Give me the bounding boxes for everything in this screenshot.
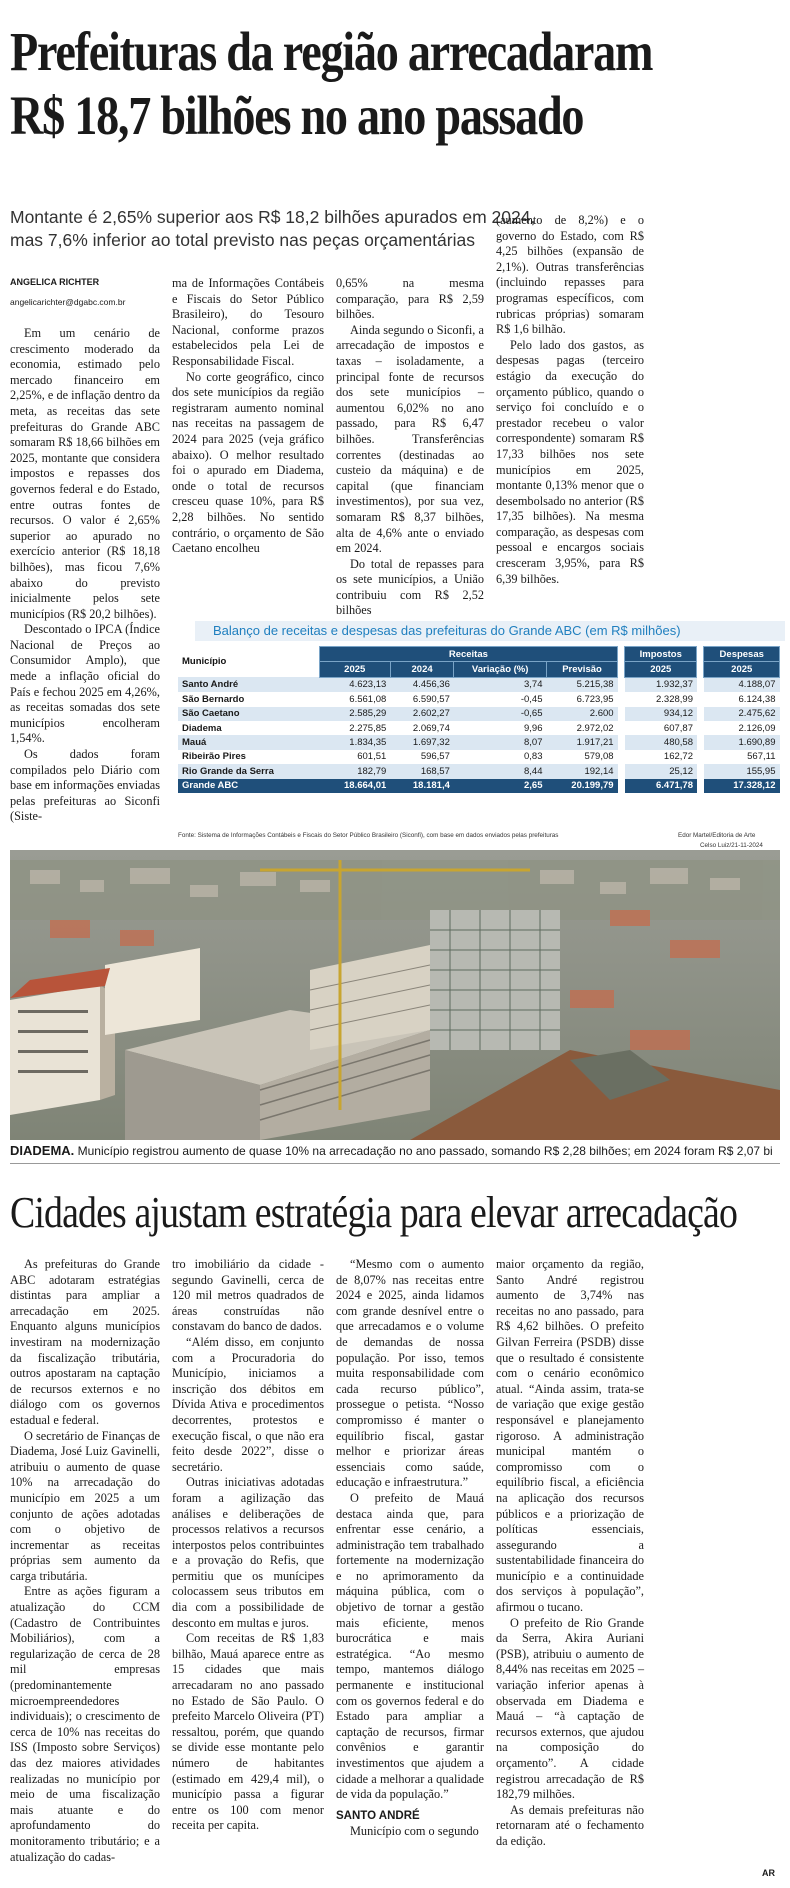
paragraph: ma de Informações Contábeis e Fiscais do Setor Público Brasileiro), do Tesouro Nacional, conforme prazos estabelecidos pela Lei de Responsabilidade Fiscal. [172,276,324,368]
photo-diadema [10,850,780,1140]
article-column-4 [496,213,644,587]
paragraph: Em um cenário de crescimento moderado da economia, estimado pelo mercado financeiro em 2,25%, e de inflação dentro da meta, as receitas das sete prefeituras do Grande ABC somaram R$ 18,66 bilhões em 2025, montante que considera impostos e repasses dos governos federal e do Estado, entre outras fontes de recursos. O valor é 2,65% superior ao apurado no exercício anterior (R$ 18,18 bilhões), mas ficou 7,6% abaixo do previsto inicialmente pelos sete municípios (R$ 20,2 bilhões). [10,326,160,621]
table-cell: 4.188,07 [704,677,780,692]
table-cell: 192,14 [546,764,617,778]
table-cell: 2.602,27 [390,707,454,721]
paragraph: Do total de repasses para os sete municípios, a União contribuiu com R$ 2,52 bilhões [336,556,484,618]
paragraph: Outras iniciativas adotadas foram a agilização das análises e deliberações de processos relativos a recursos interpostos pelos contribuintes e a provação do Refis, que permitiu que os munícipes colocassem seus tributos em dia com a possibilidade de desconto em multas e juros. [172,1475,324,1630]
header-despesas: Despesas [704,647,780,662]
table-cell: 8,44 [454,764,547,778]
table-row [178,677,780,692]
table-cell: 18.664,01 [319,779,390,793]
article2-column-1 [10,1257,160,1865]
table-cell: 579,08 [546,750,617,764]
headline-line-1: Prefeituras da região arrecadaram [10,21,653,82]
paragraph: No corte geográfico, cinco dos sete municípios da região registraram aumento nominal nas receitas na passagem de 2024 para 2025 (veja gráfico abaixo). O melhor resultado foi o apurado em Diadema, onde o total de recursos cresceu quase 10%, para R$ 2,28 bilhões. No sentido contrário, o orçamento de São Caetano encolheu [172,369,324,556]
municipality-name: Diadema [178,721,319,735]
municipality-name: Ribeirão Pires [178,750,319,764]
table-cell: 6.471,78 [625,779,697,793]
photo-caption [10,1143,790,1158]
table-cell: 18.181,4 [390,779,454,793]
header-municipio: Município [178,647,319,678]
table-total-row [178,779,780,793]
table-cell: 25,12 [625,764,697,778]
table-cell: 2.328,99 [625,692,697,706]
table-row [178,764,780,778]
article2-column-3 [336,1257,484,1840]
article-column-1 [10,326,160,825]
municipality-name: Mauá [178,735,319,749]
byline: ANGELICA RICHTER [10,277,100,287]
table-cell: 1.917,21 [546,735,617,749]
table-cell: 2.275,85 [319,721,390,735]
divider [10,1163,780,1164]
table-cell: 1.834,35 [319,735,390,749]
table-cell: 596,57 [390,750,454,764]
table-cell: 5.215,38 [546,677,617,692]
total-label: Grande ABC [178,779,319,793]
article-column-2 [172,276,324,557]
table-cell: 6.561,08 [319,692,390,706]
paragraph: (aumento de 8,2%) e o governo do Estado, com R$ 4,25 bilhões (expansão de 2,1%). Outras transferências (incluindo repasses para programas específicos, com rubricas próprias) somaram R$ 1,6 bilhão. [496,213,644,337]
author-email[interactable]: angelicarichter@dgabc.com.br [10,297,126,307]
paragraph: Com receitas de R$ 1,83 bilhão, Mauá aparece entre as 15 cidades que mais arrecadaram no ano passado no Estado de São Paulo. O prefeito Marcelo Oliveira (PT) ressaltou, porém, que quando se divide esse montante pelo número de habitantes (estimado em 429,4 mil), o município passa a figurar entre os 100 com menor receita per capita. [172,1631,324,1833]
table-row [178,735,780,749]
second-headline: Cidades ajustam estratégia para elevar arrecadação [10,1188,738,1237]
subheader: 2024 [390,662,454,677]
finance-table-wrapper [178,646,780,793]
table-cell: 2.069,74 [390,721,454,735]
photo-credit: Celso Luiz/21-11-2024 [700,842,763,849]
finance-table [178,646,780,793]
paragraph: O secretário de Finanças de Diadema, José Luiz Gavinelli, atribuiu o aumento de quase 10% na arrecadação do município em 2025 a um conjunto de ações adotadas com o objetivo de incrementar as receitas próprias sem aumento da carga tributária. [10,1428,160,1583]
caption-text: Município registrou aumento de quase 10% na arrecadação no ano passado, somando R$ 2,28 bilhões; em 2024 foram R$ 2,07 bi [74,1144,773,1158]
table-cell: 17.328,12 [704,779,780,793]
table-title: Balanço de receitas e despesas das prefeituras do Grande ABC (em R$ milhões) [195,621,785,641]
table-credit: Edor Martel/Editoria de Arte [678,832,756,839]
table-cell: 567,11 [704,750,780,764]
paragraph: Entre as ações figuram a atualização do CCM (Cadastro de Contribuintes Mobiliários), com a regularização de cerca de 28 mil empresas (predominantemente microempreendedores individuais); o crescimento de cerca de 10% nas receitas do ISS (Imposto sobre Serviços) das dez maiores atividades realizadas no município por meio de uma fiscalização mais atuante e do aprofundamento do monitoramento tributário; e a atualização do cadas- [10,1584,160,1864]
table-cell: 1.932,37 [625,677,697,692]
table-body [178,677,780,778]
table-row [178,692,780,706]
article2-column-2 [172,1257,324,1834]
table-source: Fonte: Sistema de Informações Contábeis e Fiscais do Setor Público Brasileiro (Siconfi), com base em dados enviados pelas prefeituras [178,832,559,839]
table-cell: 934,12 [625,707,697,721]
table-cell: 20.199,79 [546,779,617,793]
table-cell: 601,51 [319,750,390,764]
table-row [178,750,780,764]
table-cell: 2.585,29 [319,707,390,721]
table-row [178,721,780,735]
table-cell: 6.590,57 [390,692,454,706]
header-receitas: Receitas [319,647,617,662]
paragraph: “Mesmo com o aumento de 8,07% nas receitas entre 2024 e 2025, ainda lidamos com grande desnível entre o que arrecadamos e o volume de demandas de nossa população. Por isso, temos muita responsabilidade com cada recurso público”, prossegue o petista. “Nosso compromisso é manter o equilíbrio fiscal, gastar melhor e priorizar áreas essenciais como saúde, educação e infraestrutura.” [336,1257,484,1490]
municipality-name: São Bernardo [178,692,319,706]
table-cell: 4.456,36 [390,677,454,692]
paragraph: As prefeituras do Grande ABC adotaram estratégias distintas para ampliar a arrecadação em 2025. Enquanto alguns municípios investiram na modernização da fiscalização tributária, outros apostaram na captação de recursos externos e no diálogo com os governos estadual e federal. [10,1257,160,1427]
table-cell: -0,45 [454,692,547,706]
municipality-name: São Caetano [178,707,319,721]
paragraph: O prefeito de Rio Grande da Serra, Akira Auriani (PSB), atribuiu o aumento de 8,44% nas receitas em 2025 – variação inferior apenas à observada em Diadema e Mauá – “à captação de recursos externos, que ajudou na composição do orçamento”. A cidade registrou arrecadação de R$ 182,79 milhões. [496,1615,644,1802]
paragraph: Pelo lado dos gastos, as despesas pagas (terceiro estágio da execução do orçamento público, quando o serviço foi concluído e o prestador recebeu o valor correspondente) somaram R$ 17,33 bilhões nos sete municípios em 2025, montante 0,13% menor que o desembolsado no anterior (R$ 17,35 bilhões). Na mesma comparação, as despesas com pessoal e encargos sociais cresceram 3,95%, para R$ 6,39 bilhões. [496,337,644,586]
table-cell: 2,65 [454,779,547,793]
subheader: 2025 [319,662,390,677]
article2-column-4 [496,1257,644,1850]
subhead: Montante é 2,65% superior aos R$ 18,2 bilhões apurados em 2024, mas 7,6% inferior ao total previsto nas peças orçamentárias [10,207,536,250]
table-cell: 2.475,62 [704,707,780,721]
table-cell: 155,95 [704,764,780,778]
header-impostos: Impostos [625,647,697,662]
headline-line-2: R$ 18,7 bilhões no ano passado [10,85,584,146]
subheader: Previsão [546,662,617,677]
table-cell: 8,07 [454,735,547,749]
subheader: 2025 [704,662,780,677]
paragraph: As demais prefeituras não retornaram até o fechamento da edição. [496,1802,644,1848]
paragraph: Os dados foram compilados pelo Diário com base em informações enviadas pelas prefeituras ao Siconfi (Siste- [10,747,160,824]
paragraph: O prefeito de Mauá destaca ainda que, para enfrentar esse cenário, a administração tem trabalhado fortemente na modernização e no aprimoramento da máquina pública, com o objetivo de tornar a gestão mais eficiente, menos burocrática e mais estratégica. “Ao mesmo tempo, mantemos diálogo permanente e institucional com os governos federal e do Estado para ampliar a captação de recursos, firmar convênios e garantir investimentos que ajudem a cidade a melhorar a qualidade de vida da população.” [336,1490,484,1802]
paragraph: Município com o segundo [350,1824,479,1839]
table-cell: 2.126,09 [704,721,780,735]
subheader: Variação (%) [454,662,547,677]
table-cell: 6.723,95 [546,692,617,706]
section-heading: SANTO ANDRÉ [336,1809,420,1822]
table-cell: 0,83 [454,750,547,764]
paragraph: “Além disso, em conjunto com a Procuradoria do Município, iniciamos a inscrição dos débitos em Dívida Ativa e procedimentos decorrentes, protestos e execução fiscal, o que não era feito desde 2022”, disse o secretário. [172,1334,324,1474]
municipality-name: Rio Grande da Serra [178,764,319,778]
table-cell: 2.600 [546,707,617,721]
caption-place: DIADEMA. [10,1143,75,1158]
paragraph: Descontado o IPCA (Índice Nacional de Preços ao Consumidor Amplo), que mede a inflação oficial do País e fechou 2025 em 4,26%, as receitas somadas dos sete municípios encolheram 1,54%. [10,622,160,746]
table-cell: 1.697,32 [390,735,454,749]
municipality-name: Santo André [178,677,319,692]
table-cell: -0,65 [454,707,547,721]
paragraph: Ainda segundo o Siconfi, a arrecadação de impostos e taxas – isoladamente, a principal fonte de recursos dos sete municípios – aumentou 6,02% no ano passado, para R$ 6,47 bilhões. Transferências correntes (destinadas ao custeio da máquina) e de capital (que financiam investimentos), por sua vez, somaram R$ 8,37 bilhões, alta de 4,6% ante o enviado em 2024. [336,322,484,556]
table-row [178,707,780,721]
subheader: 2025 [625,662,697,677]
headline [10,20,779,148]
table-cell: 6.124,38 [704,692,780,706]
table-cell: 182,79 [319,764,390,778]
table-cell: 3,74 [454,677,547,692]
paragraph: maior orçamento da região, Santo André registrou aumento de 3,74% nas receitas no ano passado, para R$ 4,62 bilhões. O prefeito Gilvan Ferreira (PSDB) disse que o resultado é consistente com o cenário econômico atual. “Ainda assim, trata-se de variação que exige gestão responsável e planejamento rigoroso. A administração municipal mantém o compromisso com o equilíbrio fiscal, a eficiência na aplicação dos recursos públicos e a priorização de políticas essenciais, assegurando a sustentabilidade financeira do município e a continuidade dos serviços à população”, afirmou o tucano. [496,1257,644,1615]
table-cell: 4.623,13 [319,677,390,692]
table-cell: 168,57 [390,764,454,778]
paragraph: 0,65% na mesma comparação, para R$ 2,59 bilhões. [336,276,484,322]
table-cell: 9,96 [454,721,547,735]
table-cell: 480,58 [625,735,697,749]
table-cell: 162,72 [625,750,697,764]
table-cell: 2.972,02 [546,721,617,735]
table-cell: 1.690,89 [704,735,780,749]
article-column-3 [336,276,484,619]
end-mark: AR [762,1868,775,1878]
table-cell: 607,87 [625,721,697,735]
paragraph: tro imobiliário da cidade - segundo Gavinelli, cerca de 120 mil metros quadrados de áreas construídas não constavam do banco de dados. [172,1257,324,1334]
